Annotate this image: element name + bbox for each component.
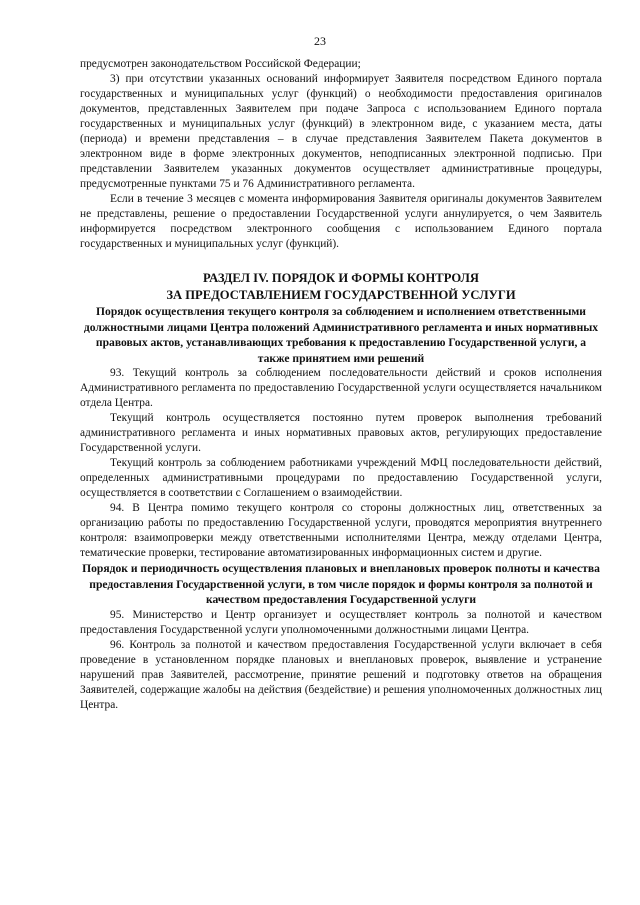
subheading-current-control: Порядок осуществления текущего контроля за соблюдением и исполнением ответственными должностными лицами Центра положений Административного регламента и иных нормативных правовых актов, устанавливающих требования к предоставлению Государственной услуги, а также принятием ими решений — [83, 305, 599, 365]
section-title-line-2: ЗА ПРЕДОСТАВЛЕНИЕМ ГОСУДАРСТВЕННОЙ УСЛУГИ — [166, 288, 516, 302]
paragraph-item-3: 3) при отсутствии указанных оснований информирует Заявителя посредством Единого портала государственных и муниципальных услуг (функций) о необходимости предоставления оригиналов документов, представленных Заявителем при подаче Запроса с использованием Единого портала государственных и муниципальных услуг (функций) в электронном виде, с указанием места, даты (периода) и времени представления – в случае представления Заявителем Пакета документов в электронном виде в форме электронных документов, неподписанных электронной подписью. При представлении Заявителем указанных документов осуществляет административные процедуры, предусмотренные пунктами 75 и 76 Административного регламента. — [80, 73, 602, 190]
paragraph-mfc-control: Текущий контроль за соблюдением работниками учреждений МФЦ последовательности действий, определенных административными процедурами по предоставлению Государственной услуги, осуществляется в соответствии с Соглашением о взаимодействии. — [80, 457, 602, 499]
subheading-inspections: Порядок и периодичность осуществления плановых и внеплановых проверок полноты и качества предоставления Государственной услуги, в том числе порядок и формы контроля за полнотой и качеством предоставления Государственной услуги — [82, 562, 600, 606]
section-title — [80, 270, 602, 304]
paragraph-94: 94. В Центра помимо текущего контроля со стороны должностных лиц, ответственных за организацию работы по предоставлению Государственной услуги, проводятся мероприятия внутреннего контроля: взаимопроверки между ответственными исполнителями Центра, между отделами Центра, тематические проверки, тестирование автоматизированных информационных систем и другие. — [80, 502, 602, 559]
paragraph-continuation: предусмотрен законодательством Российской Федерации; — [80, 58, 361, 70]
paragraph-current-control-constant: Текущий контроль осуществляется постоянно путем проверок выполнения требований административного регламента и иных нормативных правовых актов, регулирующих предоставление Государственной услуги. — [80, 412, 602, 454]
paragraph-95: 95. Министерство и Центр организует и осуществляет контроль за полнотой и качеством предоставления Государственной услуги уполномоченными должностными лицами Центра. — [80, 608, 602, 636]
section-title-line-1: РАЗДЕЛ IV. ПОРЯДОК И ФОРМЫ КОНТРОЛЯ — [203, 271, 479, 285]
page-content — [80, 57, 602, 713]
paragraph-93: 93. Текущий контроль за соблюдением последовательности действий и сроков исполнения Административного регламента по предоставлению Государственной услуги осуществляется начальником отдела Центра. — [80, 367, 602, 409]
paragraph-three-months: Если в течение 3 месяцев с момента информирования Заявителя оригиналы документов Заявителем не представлены, решение о предоставлении Государственной услуги аннулируется, о чем Заявитель информируется посредством электронного сообщения с использованием Единого портала государственных и муниципальных услуг (функций). — [80, 193, 602, 250]
page-number: 23 — [314, 34, 326, 48]
paragraph-96: 96. Контроль за полнотой и качеством предоставления Государственной услуги включает в себя проведение в установленном порядке плановых и внеплановых проверок, выявление и устранение нарушений прав Заявителей, рассмотрение, принятие решений и подготовку ответов на обращения Заявителей, содержащие жалобы на действия (бездействие) и решения уполномоченных должностных лиц Центра. — [80, 638, 602, 711]
